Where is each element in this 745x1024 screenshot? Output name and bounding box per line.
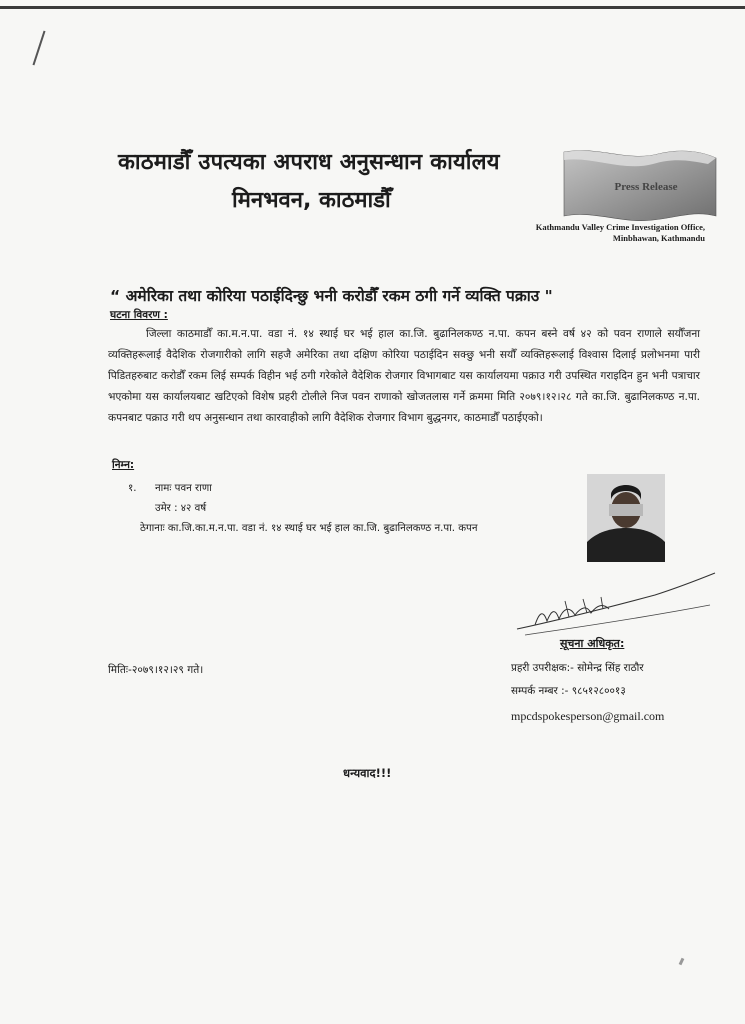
- press-release-logo: [558, 146, 718, 224]
- contact-title: सूचना अधिकृत:: [560, 637, 625, 650]
- pen-mark: [32, 31, 45, 66]
- incident-heading: घटना विवरण :: [110, 309, 168, 321]
- office-title-english: Kathmandu Valley Crime Investigation Office,: [535, 222, 705, 232]
- suspect-number: १.: [128, 483, 137, 494]
- press-headline: “ अमेरिका तथा कोरिया पठाईदिन्छु भनी करोडौँ रकम ठगी गर्ने व्यक्ति पक्राउ ": [110, 287, 553, 305]
- release-date: मितिः-२०७९।१२।२९ गते।: [108, 664, 204, 676]
- office-location-nepali: मिनभवन, काठमाडौँ: [232, 188, 391, 213]
- officer-signature: [505, 565, 720, 645]
- contact-email[interactable]: mpcdspokesperson@gmail.com: [511, 709, 665, 723]
- office-title-nepali: काठमाडौँ उपत्यका अपराध अनुसन्धान कार्यालय: [118, 150, 500, 175]
- contact-phone: सम्पर्क नम्बर :- ९८५१२८००१३: [511, 685, 626, 697]
- paper-speck: [679, 958, 685, 966]
- top-border-line: [0, 6, 745, 9]
- suspect-age: उमेर : ४२ वर्ष: [155, 503, 207, 514]
- incident-body: [108, 324, 700, 429]
- suspects-heading: निम्न:: [112, 459, 135, 471]
- suspect-photo: [587, 474, 665, 562]
- officer-name: प्रहरी उपरीक्षक:- सोमेन्द्र सिंह राठौर: [511, 662, 644, 674]
- office-location-english: Minbhawan, Kathmandu: [612, 233, 705, 243]
- suspect-address: ठेगानाः का.जि.का.म.न.पा. वडा नं. १४ स्थाई घर भई हाल का.जि. बुढानिलकण्ठ न.पा. कपन: [140, 523, 478, 534]
- closing-thanks: धन्यवाद!!!: [343, 766, 392, 780]
- incident-text: जिल्ला काठमाडौँ का.म.न.पा. वडा नं. १४ स्थाई घर भई हाल का.जि. बुढानिलकण्ठ न.पा. कपन बस्ने वर्ष ४२ को पवन राणाले सयौँजना व्यक्तिहरूलाई वैदेशिक रोजगारीको लागि सहजै अमेरिका तथा दक्षिण कोरिया पठाईदिन सक्छु भनी सयौँ व्यक्तिहरूलाई विश्वास दिलाई प्रलोभनमा पारी पिडितहरुबाट करोडौँ रकम लिई सम्पर्क विहीन भई ठगी गरेकोले वैदेशिक रोजगार विभागबाट यस कार्यालयमा पक्राउ गरी उपस्थित गराइदिन हुन भनी पत्राचार भएकोमा यस कार्यालयबाट खटिएको विशेष प्रहरी टोलीले निज पवन राणाको खोजतलास गर्ने क्रममा मिति २०७९।१२।२८ गते का.जि. बुढानिलकण्ठ न.पा. कपनबाट पक्राउ गरी थप अनुसन्धान तथा कारवाहीको लागि वैदेशिक रोजगार विभाग बुद्धनगर, काठमाडौँ पठाईएको।: [108, 328, 700, 424]
- suspect-name: नामः पवन राणा: [155, 483, 212, 494]
- logo-label: Press Release: [614, 181, 678, 193]
- face-blur-box: [609, 504, 643, 516]
